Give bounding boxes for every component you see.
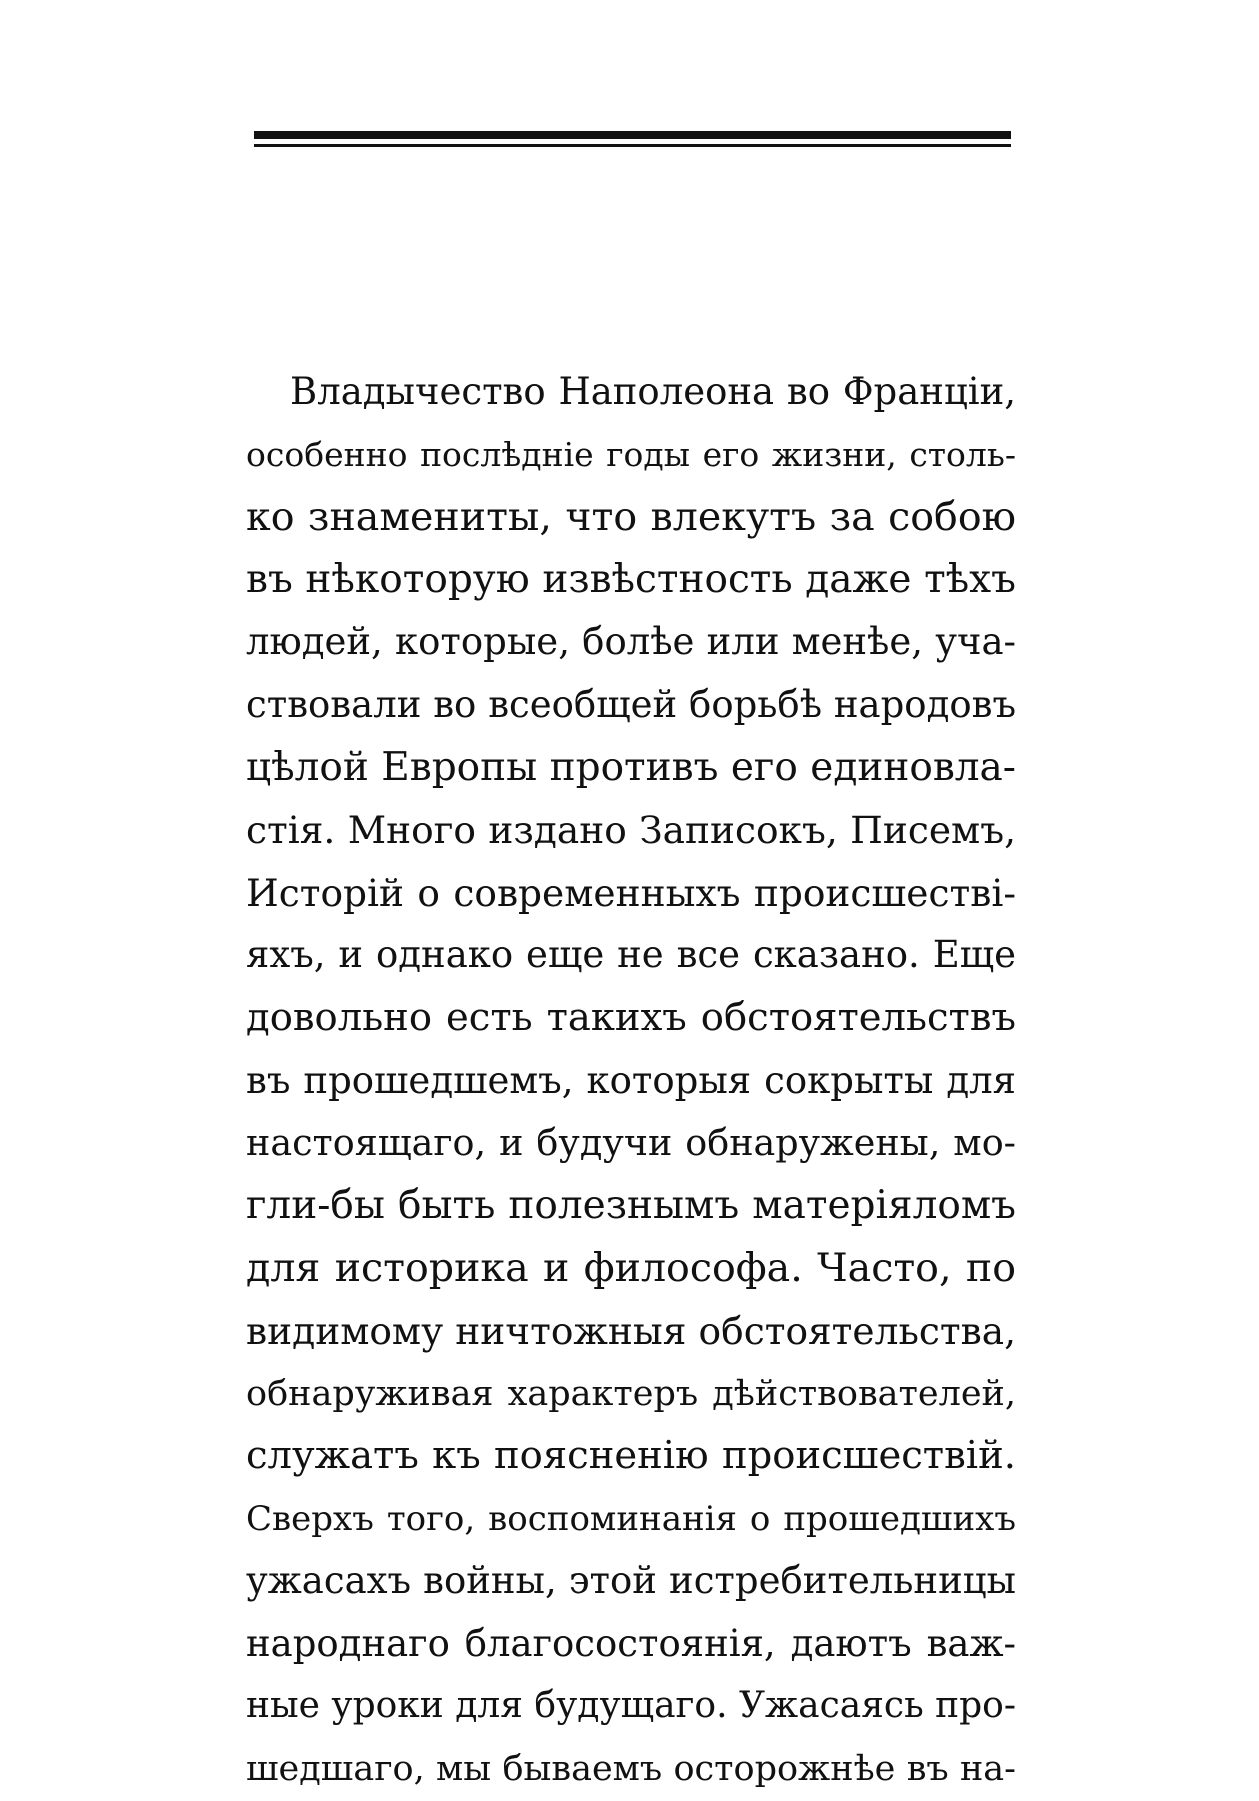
text-line: въ прошедшемъ, которыя сокрыты для xyxy=(246,1058,1016,1102)
text-line: людей, которые, болѣе или менѣе, уча- xyxy=(246,620,1016,664)
text-line: обнаруживая характеръ дѣйствователей, xyxy=(246,1373,1016,1414)
text-line: Сверхъ того, воспоминанія о прошедшихъ xyxy=(246,1498,1016,1539)
text-line: довольно есть такихъ обстоятельствъ xyxy=(246,994,1016,1040)
text-line: видимому ничтожныя обстоятельства, xyxy=(246,1308,1016,1353)
text-line: Владычество Наполеона во Франціи, xyxy=(290,370,1016,413)
text-line: яхъ, и однако еще не все сказано. Еще xyxy=(246,933,1016,977)
text-line: ко знамениты, что влекутъ за собою xyxy=(246,494,1016,541)
text-line: въ нѣкоторую извѣстность даже тѣхъ xyxy=(246,556,1016,602)
text-line: ствовали во всеобщей борьбѣ народовъ xyxy=(246,682,1016,726)
text-line: шедшаго, мы бываемъ осторожнѣе въ на- xyxy=(246,1749,1016,1790)
text-line: служатъ къ поясненію происшествій. xyxy=(246,1433,1016,1479)
text-line: народнаго благосостоянія, даютъ важ- xyxy=(246,1621,1016,1665)
text-line: особенно послѣдніе годы его жизни, столь- xyxy=(246,434,1016,474)
header-rule-thin xyxy=(254,144,1011,147)
header-rule-thick xyxy=(254,131,1011,139)
body-text xyxy=(246,361,1016,1801)
text-line: для историка и философа. Часто, по xyxy=(246,1245,1016,1292)
text-line: ужасахъ войны, этой истребительницы xyxy=(246,1559,1016,1603)
text-line: настоящаго, и будучи обнаружены, мо- xyxy=(246,1121,1016,1165)
text-line: стія. Много издано Записокъ, Писемъ, xyxy=(246,808,1016,853)
text-line: ные уроки для будущаго. Ужасаясь про- xyxy=(246,1685,1016,1727)
text-line: Исторій о современныхъ происшествi- xyxy=(246,870,1016,915)
text-line: цѣлой Европы противъ его единовла- xyxy=(246,744,1016,790)
text-line: гли-бы быть полезнымъ матеріяломъ xyxy=(246,1182,1016,1228)
